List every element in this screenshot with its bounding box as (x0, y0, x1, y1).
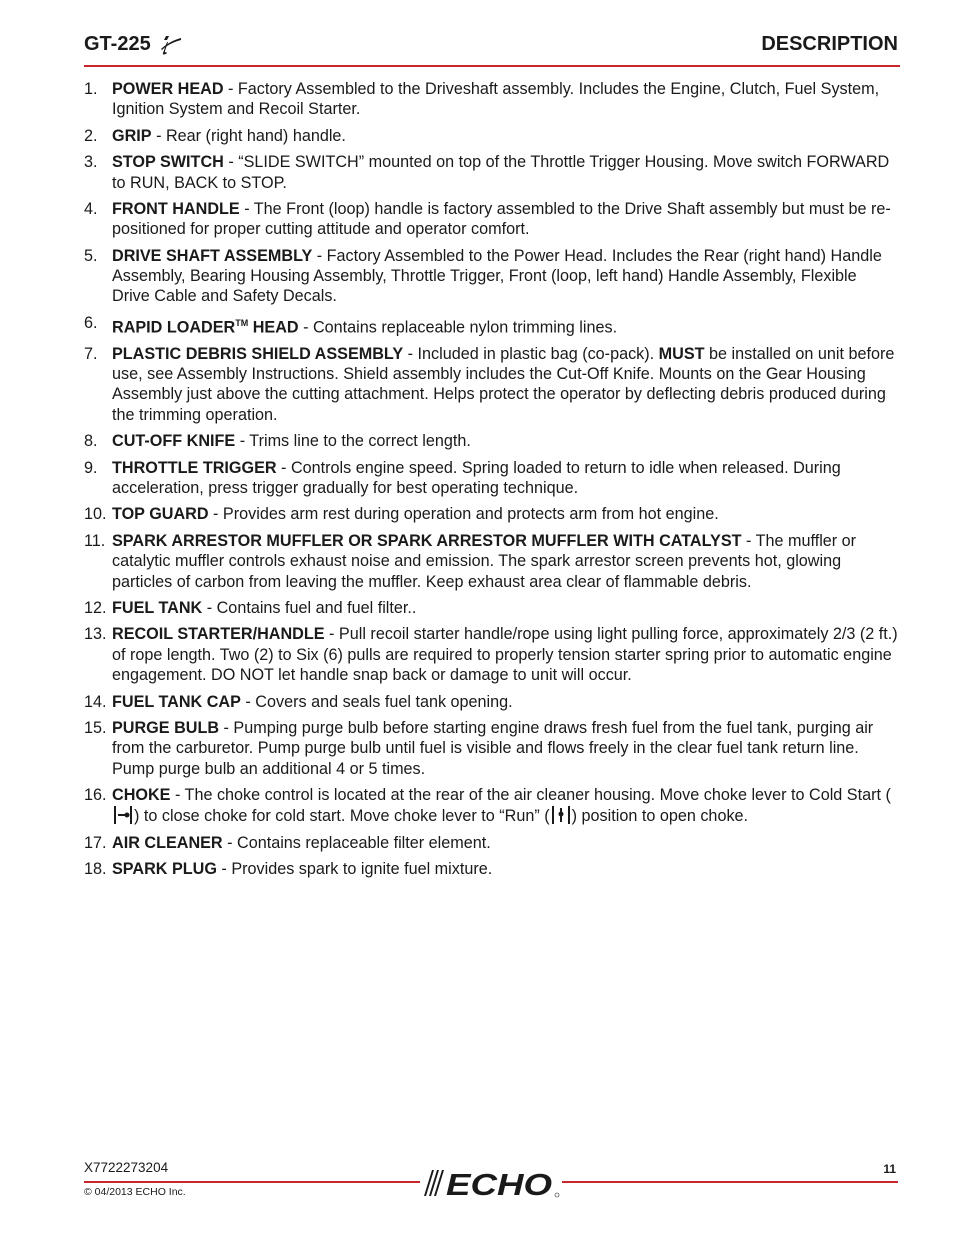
item-text-end: ) position to open choke. (571, 807, 749, 826)
item-text: - Controls engine speed. Spring loaded to return to idle when released. During acceleration, press trigger gradually for best operating technique. (112, 458, 841, 497)
item-number: 7. (84, 344, 98, 363)
page-header (84, 30, 898, 66)
item-number: 3. (84, 153, 98, 172)
list-item (84, 785, 898, 827)
item-number: 15. (84, 719, 107, 738)
item-title: SPARK ARRESTOR MUFFLER OR SPARK ARRESTOR MUFFLER WITH CATALYST (112, 531, 742, 550)
item-title-suffix: HEAD (248, 318, 299, 337)
cold-start-choke-icon (113, 805, 133, 825)
item-text: - Rear (right hand) handle. (151, 126, 346, 145)
item-text: - The Front (loop) handle is factory assembled to the Drive Shaft assembly but must be re-positioned for proper cutting attitude and operator comfort. (112, 200, 891, 239)
description-list (84, 79, 898, 886)
item-text: - Pumping purge bulb before starting engine draws fresh fuel from the fuel tank, purging air from the carburetor. Pump purge bulb until fuel is visible and flows freely in the clear fuel tank return line. Pump purge bulb an additional 4 or 5 times. (112, 719, 874, 778)
item-text: - Covers and seals fuel tank opening. (240, 692, 513, 711)
section-title: DESCRIPTION (761, 33, 898, 55)
item-text: - Trims line to the correct length. (235, 432, 471, 451)
item-title: CHOKE (112, 786, 171, 805)
item-text: - Pull recoil starter handle/rope using light pulling force, approximately 2/3 (2 ft.) of rope length. Two (2) to Six (6) pulls are required to properly tension starter spring prior to automatic engine engagement. DO NOT let handle snap back or damage to unit will occur. (112, 625, 898, 685)
list-item (84, 199, 898, 240)
list-item (84, 692, 898, 712)
i-series-logo-icon (157, 34, 183, 56)
item-title: TOP GUARD (112, 505, 209, 524)
list-item (84, 531, 898, 592)
item-number: 9. (84, 458, 98, 477)
item-number: 5. (84, 246, 98, 265)
list-item (84, 152, 898, 193)
list-item (84, 79, 898, 120)
item-number: 16. (84, 786, 107, 805)
item-text: - “SLIDE SWITCH” mounted on top of the Throttle Trigger Housing. Move switch FORWARD to RUN, BACK to STOP. (112, 153, 890, 192)
item-text-continued: ) to close choke for cold start. Move choke lever to “Run” ( (134, 807, 550, 826)
item-text: - Factory Assembled to the Power Head. Includes the Rear (right hand) Handle Assembly, Bearing Housing Assembly, Throttle Trigger, Front (loop, left hand) Handle Assembly, Flexible Drive Cable and Safety Decals. (112, 246, 882, 306)
item-number: 11. (84, 531, 106, 550)
list-item (84, 598, 898, 618)
list-item (84, 718, 898, 779)
list-item (84, 431, 898, 451)
item-title: FUEL TANK CAP (112, 692, 241, 711)
echo-logo-text: ECHO (446, 1167, 552, 1200)
item-title: CUT-OFF KNIFE (112, 432, 236, 451)
item-title: RECOIL STARTER/HANDLE (112, 625, 325, 644)
item-title: PURGE BULB (112, 719, 220, 738)
page-number: 11 (883, 1162, 896, 1176)
list-item (84, 859, 898, 879)
item-text: - Provides spark to ignite fuel mixture. (216, 860, 493, 879)
run-choke-icon (551, 805, 571, 825)
item-emphasis: MUST (658, 344, 705, 363)
item-number: 12. (84, 598, 107, 617)
item-number: 18. (84, 860, 107, 879)
list-item (84, 246, 898, 307)
item-title: DRIVE SHAFT ASSEMBLY (112, 246, 313, 265)
echo-logo (420, 1166, 562, 1200)
model-name: GT-225 (84, 33, 151, 55)
list-item (84, 458, 898, 499)
document-number: X7722273204 (84, 1160, 169, 1175)
footer-divider-right (562, 1181, 898, 1183)
item-text: - The muffler or catalytic muffler controls exhaust noise and emission. The spark arrestor screen prevents hot, glowing particles of carbon from leaving the muffler. Keep exhaust area clear of flammable debris. (112, 531, 857, 591)
trademark-mark: TM (235, 317, 249, 328)
item-text: - The choke control is located at the rear of the air cleaner housing. Move choke lever to Cold Start ( (170, 786, 891, 805)
item-number: 8. (84, 432, 98, 451)
item-number: 14. (84, 692, 107, 711)
item-title: SPARK PLUG (112, 860, 217, 879)
item-title: AIR CLEANER (112, 833, 223, 852)
footer-divider-left (84, 1181, 420, 1183)
model-title (84, 33, 183, 56)
item-title: FUEL TANK (112, 598, 203, 617)
item-title: GRIP (112, 126, 152, 145)
item-title: STOP SWITCH (112, 153, 224, 172)
list-item (84, 504, 898, 524)
item-title: PLASTIC DEBRIS SHIELD ASSEMBLY (112, 344, 404, 363)
item-title: RAPID LOADER (112, 318, 236, 337)
item-number: 1. (84, 80, 98, 98)
list-item (84, 313, 898, 338)
item-text: - Contains fuel and fuel filter.. (202, 598, 417, 617)
item-number: 13. (84, 625, 107, 644)
item-number: 2. (84, 126, 98, 145)
item-number: 10. (84, 505, 107, 524)
item-text: - Included in plastic bag (co-pack). (403, 344, 659, 363)
list-item (84, 833, 898, 853)
item-text: - Contains replaceable nylon trimming lines. (298, 318, 618, 337)
item-number: 17. (84, 833, 107, 852)
header-divider (84, 65, 900, 67)
copyright: © 04/2013 ECHO Inc. (84, 1186, 186, 1198)
list-item (84, 624, 898, 685)
list-item (84, 126, 898, 146)
item-title: POWER HEAD (112, 80, 224, 98)
item-title: THROTTLE TRIGGER (112, 458, 277, 477)
list-item (84, 344, 898, 425)
item-text: - Provides arm rest during operation and protects arm from hot engine. (208, 505, 719, 524)
item-number: 4. (84, 200, 98, 219)
item-number: 6. (84, 313, 98, 332)
item-text-continued: be installed on unit before use, see Assembly Instructions. Shield assembly includes the Cut-Off Knife. Mounts on the Gear Housing Assembly just above the cutting attachment. Helps protect the operator by deflecting debris produced during the trimming operation. (112, 344, 895, 424)
item-text: - Contains replaceable filter element. (222, 833, 491, 852)
item-title: FRONT HANDLE (112, 200, 240, 219)
item-text: - Factory Assembled to the Driveshaft assembly. Includes the Engine, Clutch, Fuel System, Ignition System and Recoil Starter. (112, 80, 880, 119)
